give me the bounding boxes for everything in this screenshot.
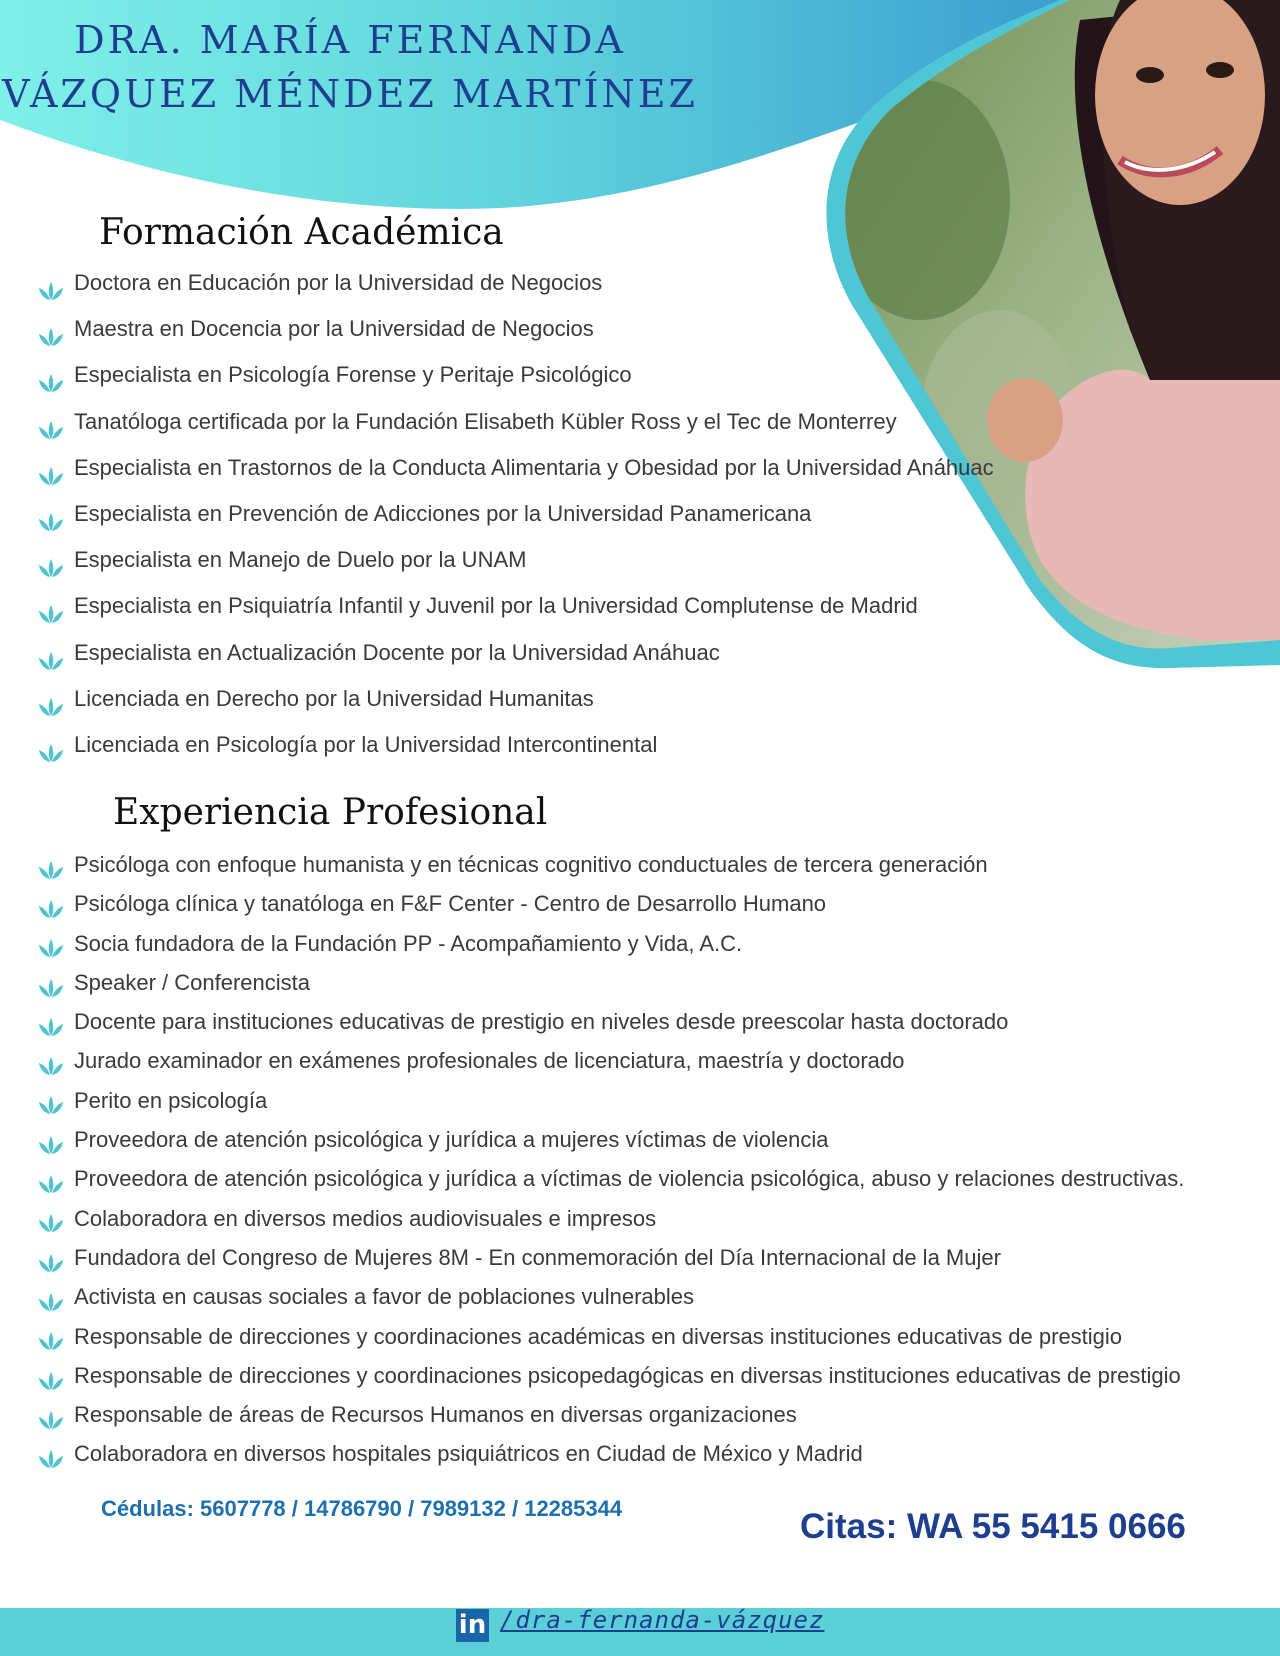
list-item bbox=[38, 924, 1184, 963]
list-item-text: Especialista en Actualización Docente por la Universidad Anáhuac bbox=[74, 639, 720, 665]
lotus-leaf-icon bbox=[38, 1168, 64, 1190]
lotus-leaf-icon bbox=[38, 642, 64, 664]
list-item-text: Maestra en Docencia por la Universidad de Negocios bbox=[74, 316, 594, 342]
list-item-text: Speaker / Conferencista bbox=[74, 969, 311, 995]
list-item bbox=[38, 491, 994, 537]
lotus-leaf-icon bbox=[38, 595, 64, 617]
list-item bbox=[38, 260, 994, 306]
lotus-leaf-icon bbox=[38, 972, 64, 994]
lotus-leaf-icon bbox=[38, 272, 64, 294]
list-item bbox=[38, 845, 1184, 884]
list-item bbox=[38, 1041, 1184, 1080]
lotus-leaf-icon bbox=[38, 932, 64, 954]
list-item bbox=[38, 1238, 1184, 1277]
lotus-leaf-icon bbox=[38, 1404, 64, 1426]
lotus-leaf-icon bbox=[38, 854, 64, 876]
list-item-text: Docente para instituciones educativas de prestigio en niveles desde preescolar hasta doctorado bbox=[74, 1009, 1009, 1035]
list-item-text: Perito en psicología bbox=[74, 1087, 268, 1113]
list-item bbox=[38, 1002, 1184, 1041]
doctor-name-line2: VÁZQUEZ MÉNDEZ MARTÍNEZ bbox=[2, 72, 698, 116]
list-item-text: Fundadora del Congreso de Mujeres 8M - En conmemoración del Día Internacional de la Mujer bbox=[74, 1244, 1001, 1270]
list-item bbox=[38, 583, 994, 629]
list-item bbox=[38, 445, 994, 491]
lotus-leaf-icon bbox=[38, 1286, 64, 1308]
list-item-text: Licenciada en Psicología por la Universidad Intercontinental bbox=[74, 731, 658, 757]
list-item-text: Psicóloga clínica y tanatóloga en F&F Center - Centro de Desarrollo Humano bbox=[74, 891, 827, 917]
lotus-leaf-icon bbox=[38, 1325, 64, 1347]
list-item-text: Licenciada en Derecho por la Universidad Humanitas bbox=[74, 685, 594, 711]
list-item bbox=[38, 1317, 1184, 1356]
list-item-text: Especialista en Prevención de Adicciones por la Universidad Panamericana bbox=[74, 500, 812, 526]
lotus-leaf-icon bbox=[38, 1365, 64, 1387]
list-item-text: Colaboradora en diversos hospitales psiquiátricos en Ciudad de México y Madrid bbox=[74, 1441, 863, 1467]
lotus-leaf-icon bbox=[38, 411, 64, 433]
lotus-leaf-icon bbox=[38, 1247, 64, 1269]
lotus-leaf-icon bbox=[38, 364, 64, 386]
list-item-text: Activista en causas sociales a favor de poblaciones vulnerables bbox=[74, 1284, 695, 1310]
list-item bbox=[38, 1395, 1184, 1434]
list-item bbox=[38, 1120, 1184, 1159]
lotus-leaf-icon bbox=[38, 688, 64, 710]
list-item-text: Especialista en Manejo de Duelo por la UNAM bbox=[74, 547, 527, 573]
linkedin-handle-link[interactable]: /dra-fernanda-vázquez bbox=[500, 1606, 825, 1634]
list-item bbox=[38, 1277, 1184, 1316]
list-item bbox=[38, 1356, 1184, 1395]
lotus-leaf-icon bbox=[38, 549, 64, 571]
list-item-text: Proveedora de atención psicológica y jurídica a víctimas de violencia psicológica, abuso y relaciones destructivas. bbox=[74, 1166, 1185, 1192]
list-item bbox=[38, 676, 994, 722]
citas-contact: Citas: WA 55 5415 0666 bbox=[800, 1507, 1186, 1546]
list-item-text: Especialista en Psiquiatría Infantil y Juvenil por la Universidad Complutense de Madrid bbox=[74, 593, 918, 619]
cedulas-text: Cédulas: 5607778 / 14786790 / 7989132 / 12285344 bbox=[101, 1496, 623, 1521]
lotus-leaf-icon bbox=[38, 1050, 64, 1072]
list-item bbox=[38, 537, 994, 583]
list-item-text: Psicóloga con enfoque humanista y en técnicas cognitivo conductuales de tercera generación bbox=[74, 852, 988, 877]
linkedin-icon[interactable]: in bbox=[456, 1609, 489, 1642]
list-item-text: Especialista en Trastornos de la Conducta Alimentaria y Obesidad por la Universidad Anáhuac bbox=[74, 454, 994, 480]
list-item-text: Tanatóloga certificada por la Fundación Elisabeth Kübler Ross y el Tec de Monterrey bbox=[74, 408, 897, 434]
lotus-leaf-icon bbox=[38, 318, 64, 340]
lotus-leaf-icon bbox=[38, 503, 64, 525]
list-item-text: Jurado examinador en exámenes profesionales de licenciatura, maestría y doctorado bbox=[74, 1048, 905, 1074]
lotus-leaf-icon bbox=[38, 734, 64, 756]
lotus-leaf-icon bbox=[38, 1207, 64, 1229]
list-item-text: Responsable de direcciones y coordinaciones académicas en diversas instituciones educativas de prestigio bbox=[74, 1323, 1123, 1349]
list-item bbox=[38, 1159, 1184, 1198]
list-item bbox=[38, 1434, 1184, 1473]
list-item bbox=[38, 306, 994, 352]
doctor-name-line1: DRA. MARÍA FERNANDA bbox=[74, 18, 626, 62]
list-item-text: Responsable de áreas de Recursos Humanos en diversas organizaciones bbox=[74, 1402, 797, 1428]
list-item-text: Socia fundadora de la Fundación PP - Acompañamiento y Vida, A.C. bbox=[74, 930, 743, 956]
list-item bbox=[38, 352, 994, 398]
list-item-text: Responsable de direcciones y coordinaciones psicopedagógicas en diversas instituciones educativas de prestigio bbox=[74, 1362, 1181, 1388]
experiencia-list bbox=[38, 845, 1184, 1474]
list-item-text: Especialista en Psicología Forense y Peritaje Psicológico bbox=[74, 362, 632, 388]
formacion-list bbox=[38, 260, 994, 768]
lotus-leaf-icon bbox=[38, 1129, 64, 1151]
list-item bbox=[38, 722, 994, 768]
list-item-text: Doctora en Educación por la Universidad de Negocios bbox=[74, 270, 603, 295]
list-item-text: Proveedora de atención psicológica y jurídica a mujeres víctimas de violencia bbox=[74, 1127, 829, 1153]
lotus-leaf-icon bbox=[38, 457, 64, 479]
list-item bbox=[38, 630, 994, 676]
lotus-leaf-icon bbox=[38, 893, 64, 915]
list-item bbox=[38, 1081, 1184, 1120]
list-item bbox=[38, 884, 1184, 923]
section-title-formacion: Formación Académica bbox=[99, 212, 504, 253]
lotus-leaf-icon bbox=[38, 1443, 64, 1465]
list-item bbox=[38, 963, 1184, 1002]
list-item bbox=[38, 1199, 1184, 1238]
section-title-experiencia: Experiencia Profesional bbox=[113, 792, 548, 833]
list-item bbox=[38, 399, 994, 445]
lotus-leaf-icon bbox=[38, 1089, 64, 1111]
list-item-text: Colaboradora en diversos medios audiovisuales e impresos bbox=[74, 1205, 657, 1231]
lotus-leaf-icon bbox=[38, 1011, 64, 1033]
